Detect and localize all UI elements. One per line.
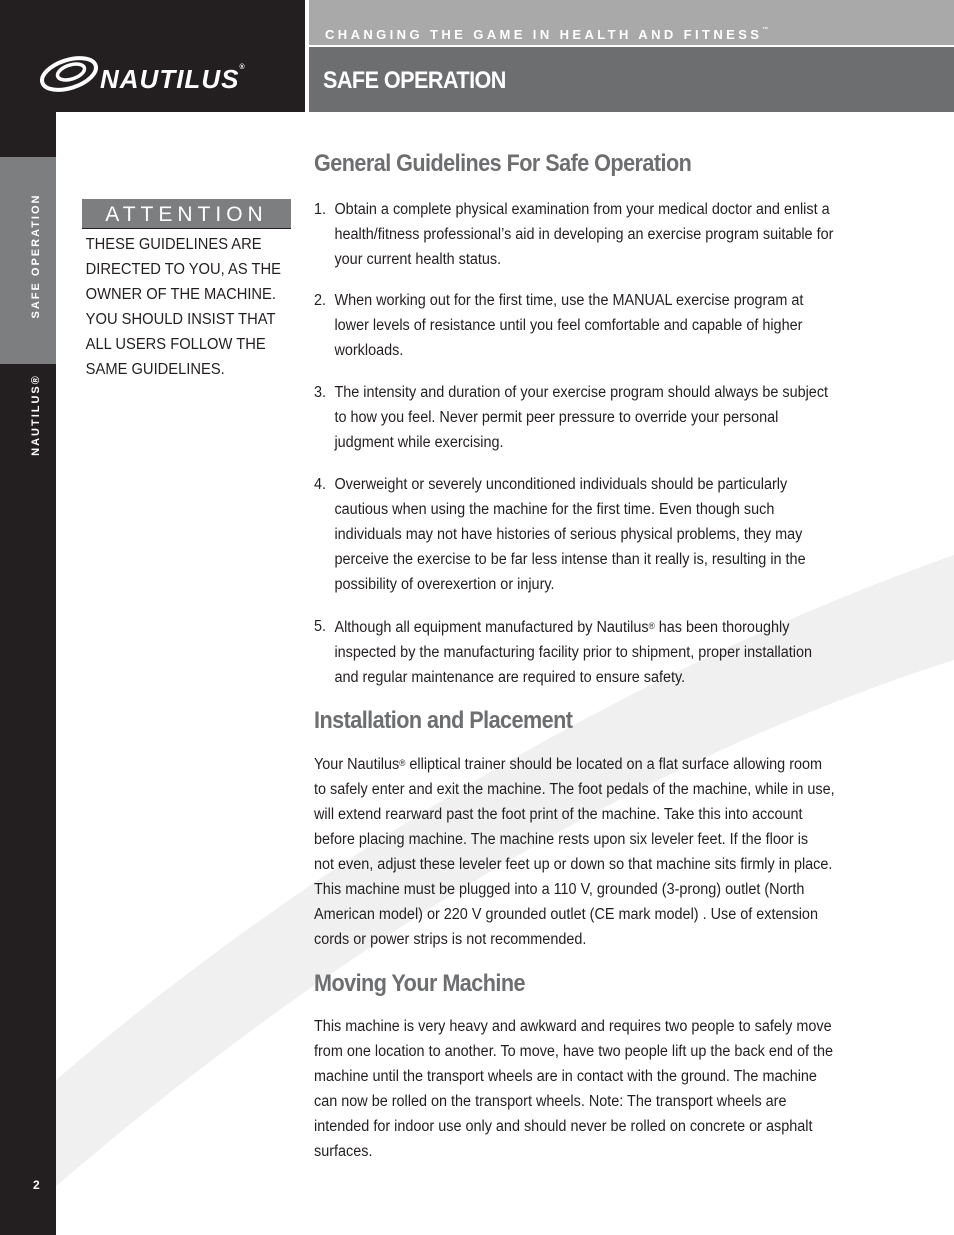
guidelines-heading: General Guidelines For Safe Operation	[314, 150, 692, 177]
attention-line: THESE GUIDELINES ARE	[85, 236, 262, 253]
main-content	[314, 150, 894, 1164]
section-tab-label: SAFE OPERATION	[30, 193, 42, 319]
guideline-item: 2. When working out for the first time, use the MANUAL exercise program at lower levels of resistance until you feel comfortable and capable of higher workloads.	[314, 292, 804, 359]
tagline-bar	[309, 0, 954, 45]
attention-line: ALL USERS FOLLOW THE	[85, 336, 266, 353]
brand-logo-block	[0, 0, 305, 112]
title-bar	[309, 47, 954, 112]
moving-heading: Moving Your Machine	[314, 970, 525, 997]
section-tab	[0, 157, 56, 364]
attention-line: YOU SHOULD INSIST THAT	[85, 311, 276, 328]
tagline-text: CHANGING THE GAME IN HEALTH AND FITNESS™	[325, 27, 769, 42]
attention-line: SAME GUIDELINES.	[85, 361, 225, 378]
guidelines-list	[314, 197, 894, 690]
guideline-item: 1. Obtain a complete physical examination from your medical doctor and enlist a health/fitness professional’s aid in developing an exercise program suitable for your current health status.	[314, 201, 834, 268]
guideline-item: 4. Overweight or severely unconditioned individuals should be particularly cautious when using the machine for the first time. Even though such individuals may not have histories of serious physical problems, they may perceive the exercise to be far less intense than it really is, resulting in the possibility of overexertion or injury.	[314, 476, 806, 593]
brand-logo-text: NAUTILUS®	[100, 64, 246, 94]
nautilus-swirl-icon	[38, 50, 100, 98]
attention-line: DIRECTED TO YOU, AS THE	[85, 261, 281, 278]
installation-heading: Installation and Placement	[314, 707, 573, 734]
guideline-item: 3. The intensity and duration of your exercise program should always be subject to how you feel. Never permit peer pressure to override your personal judgment while exercising.	[314, 384, 829, 451]
moving-paragraph: This machine is very heavy and awkward and requires two people to safely move from one location to another. To move, have two people lift up the back end of the machine until the transport wheels are in contact with the ground. The machine can now be rolled on the transport wheels. Note: The transport wheels are intended for indoor use only and should never be rolled on concrete or asphalt surfaces.	[314, 1018, 834, 1160]
side-brand-label: NAUTILUS®	[30, 374, 42, 456]
page-title: SAFE OPERATION	[323, 67, 506, 94]
guideline-item: 5. Although all equipment manufactured by Nautilus® has been thoroughly inspected by the manufacturing facility prior to shipment, proper installation and regular maintenance are required to ensure safety.	[314, 618, 813, 686]
attention-box	[82, 199, 291, 382]
attention-body	[82, 229, 293, 382]
page-number: 2	[33, 1178, 40, 1192]
attention-line: OWNER OF THE MACHINE.	[85, 286, 276, 303]
installation-paragraph: Your Nautilus® elliptical trainer should be located on a flat surface allowing room to safely enter and exit the machine. The foot pedals of the machine, while in use, will extend rearward past the foot print of the machine. Take this into account before placing machine. The machine rests upon six leveler feet. If the floor is not even, adjust these leveler feet up or down so that machine sits firmly in place. This machine must be plugged into a 110 V, grounded (3-prong) outlet (North American model) or 220 V grounded outlet (CE mark model) . Use of extension cords or power strips is not recommended.	[314, 756, 835, 948]
attention-heading: ATTENTION	[82, 199, 291, 228]
